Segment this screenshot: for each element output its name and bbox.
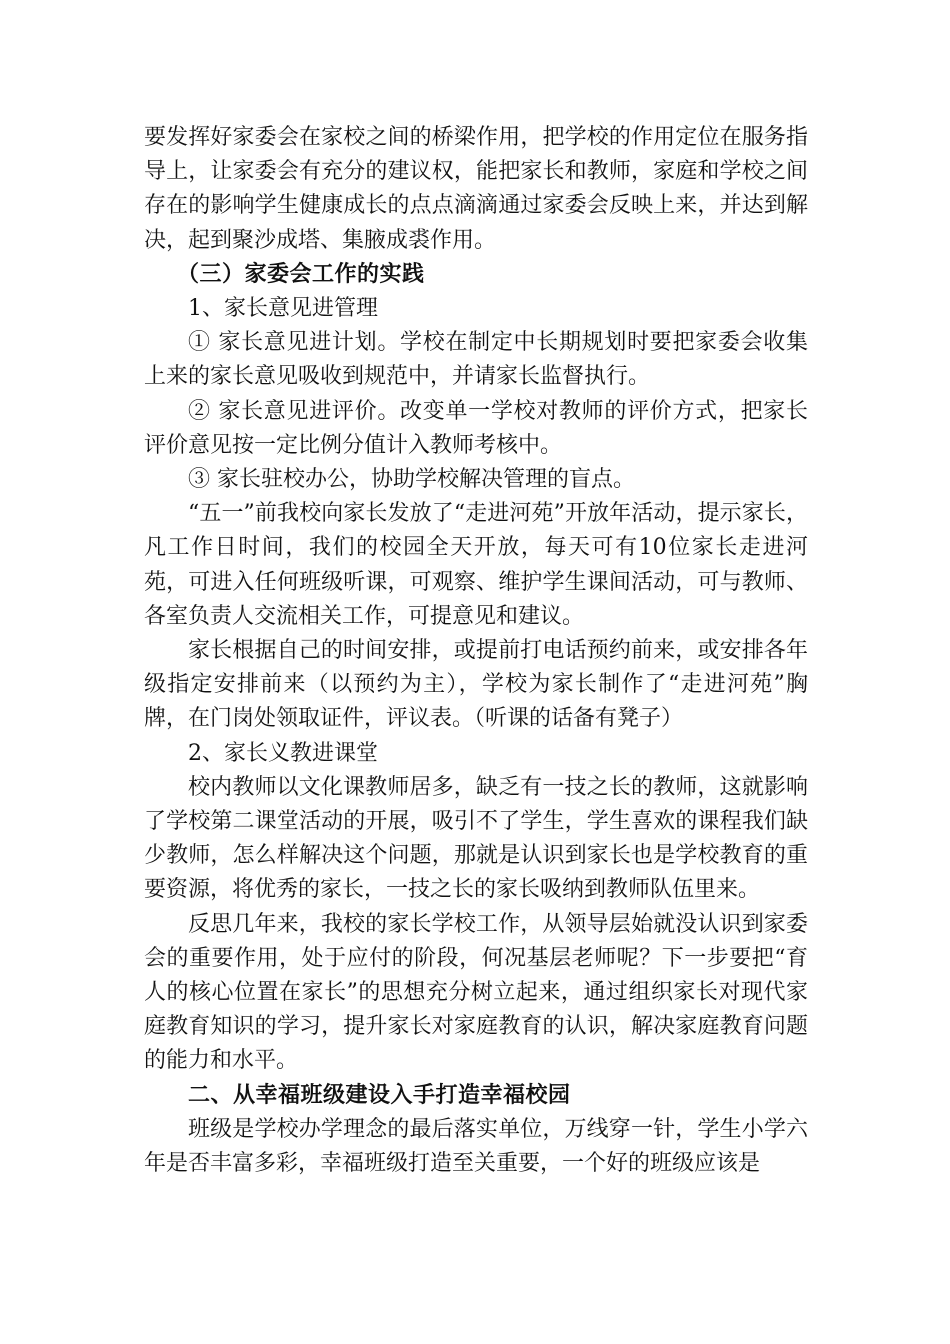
section-heading-happy-class: 二、从幸福班级建设入手打造幸福校园	[188, 1082, 571, 1108]
subheading-parent-opinion-management: 1、家长意见进管理	[188, 296, 378, 322]
paragraph-parent-office: ③ 家长驻校办公，协助学校解决管理的盲点。	[188, 467, 635, 493]
paragraph-continuation: 要发挥好家委会在家校之间的桥梁作用，把学校的作用定位在服务指导上，让家委会有充分的建议权，能把家长和教师，家庭和学校之间存在的影响学生健康成长的点点滴滴通过家委会反映上来，并达到解决，起到聚沙成塔、集腋成裘作用。	[144, 125, 808, 253]
subheading-volunteer-teaching: 2、家长义教进课堂	[188, 740, 378, 766]
paragraph-teacher-shortage: 校内教师以文化课教师居多，缺乏有一技之长的教师，这就影响了学校第二课堂活动的开展，吸引不了学生，学生喜欢的课程我们缺少教师，怎么样解决这个问题，那就是认识到家长也是学校教育的重要资源，将优秀的家长，一技之长的家长吸纳到教师队伍里来。	[144, 774, 808, 903]
paragraph-appointment: 家长根据自己的时间安排，或提前打电话预约前来，或安排各年级指定安排前来（以预约为主），学校为家长制作了“走进河苑”胸牌，在门岗处领取证件，评议表。（听课的话备有凳子）	[144, 638, 808, 732]
paragraph-may-day-open: “五一”前我校向家长发放了“走进河苑”开放年活动，提示家长，凡工作日时间，我们的校园全天开放，每天可有10位家长走进河苑，可进入任何班级听课，可观察、维护学生课间活动，可与教师、各室负责人交流相关工作，可提意见和建议。	[144, 501, 808, 629]
paragraph-reflection: 反思几年来，我校的家长学校工作，从领导层始就没认识到家委会的重要作用，处于应付的阶段，何况基层老师呢？下一步要把“育人的核心位置在家长”的思想充分树立起来，通过组织家长对现代家庭教育知识的学习，提升家长对家庭教育的认识，解决家庭教育问题的能力和水平。	[144, 911, 808, 1074]
paragraph-class-unit: 班级是学校办学理念的最后落实单位，万线穿一针，学生小学六年是否丰富多彩，幸福班级打造至关重要，一个好的班级应该是	[144, 1116, 808, 1177]
document-body	[144, 121, 808, 1181]
paragraph-opinion-plan: ① 家长意见进计划。学校在制定中长期规划时要把家委会收集上来的家长意见吸收到规范中，并请家长监督执行。	[144, 330, 808, 390]
section-heading-practice: （三）家委会工作的实践	[177, 261, 425, 287]
paragraph-opinion-evaluation: ② 家长意见进评价。改变单一学校对教师的评价方式，把家长评价意见按一定比例分值计入教师考核中。	[144, 398, 808, 458]
